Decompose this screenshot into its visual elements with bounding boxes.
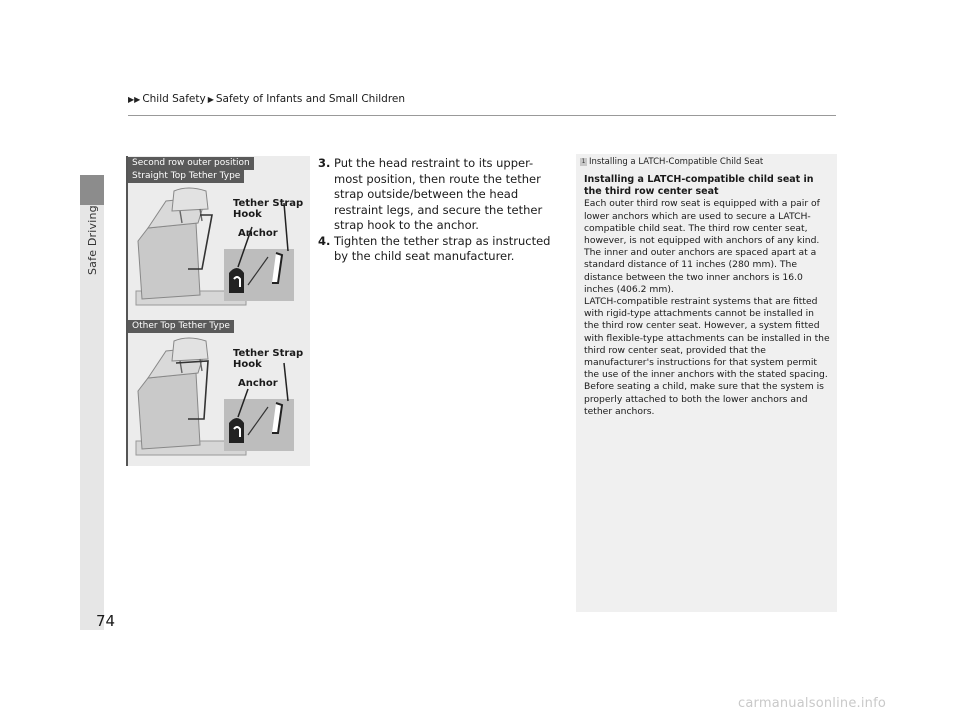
section-label: Safe Driving [86, 205, 99, 275]
note-title[interactable]: Installing a LATCH-Compatible Child Seat [589, 157, 764, 167]
tether-strap-hook-label [233, 348, 303, 370]
section-tab [80, 175, 104, 205]
hook-label-line1: Tether Strap [233, 348, 304, 359]
instruction-steps [318, 156, 558, 265]
breadcrumb-level2[interactable]: Safety of Infants and Small Children [215, 93, 406, 105]
hook-label-line2: Hook [233, 209, 262, 220]
breadcrumb-arrow-icon: ▶▶ [128, 94, 141, 104]
note-paragraph: Before seating a child, make sure that the system is properly attached to both the lower anchors and tether anchors. [584, 381, 824, 417]
step-text: Put the head restraint to its upper-most position, then route the tether strap outside/between the head restraint legs, and secure the tether strap hook to the anchor. [334, 156, 543, 232]
step-item [318, 156, 558, 234]
figure-tag-type1: Straight Top Tether Type [128, 170, 244, 183]
step-text: Tighten the tether strap as instructed by the child seat manufacturer. [334, 233, 551, 263]
note-number-icon: 1 [581, 158, 586, 165]
note-paragraph: LATCH-compatible restraint systems that are fitted with rigid-type attachments cannot be installed in the third row center seat. However, a system fitted with flexible-type attachments can be installed in the third row center seat, provided that the manufacturer's instructions for that system permit the use of the inner anchors with the stated spacing. [584, 296, 830, 381]
note-paragraph: Each outer third row seat is equipped with a pair of lower anchors which are used to secure a LATCH-compatible child seat. The third row center seat, however, is not equipped with anchors of any kind. The inner and outer anchors are spaced apart at a standard distance of 11 inches (280 mm). The distance between the two inner anchors is 16.0 inches (406.2 mm). [584, 198, 820, 295]
note-title-row [580, 157, 763, 167]
breadcrumb-level1[interactable]: Child Safety [142, 93, 206, 105]
page-number: 74 [96, 612, 116, 630]
figure-tag-position: Second row outer position [128, 157, 254, 170]
breadcrumb [128, 93, 405, 105]
header-divider [128, 115, 836, 116]
hook-label-line2: Hook [233, 359, 262, 370]
step-item [318, 234, 558, 265]
anchor-label: Anchor [238, 228, 278, 239]
figure-tag-type2: Other Top Tether Type [128, 320, 234, 333]
note-body [584, 174, 830, 418]
anchor-label: Anchor [238, 378, 278, 389]
step-number: 4. [318, 233, 331, 248]
tether-strap-hook-label [233, 198, 303, 220]
note-heading: Installing a LATCH-compatible child seat in the third row center seat [584, 174, 814, 198]
watermark: carmanualsonline.info [738, 696, 887, 711]
breadcrumb-arrow-icon: ▶ [207, 94, 214, 104]
step-number: 3. [318, 156, 331, 170]
hook-label-line1: Tether Strap [233, 198, 304, 209]
